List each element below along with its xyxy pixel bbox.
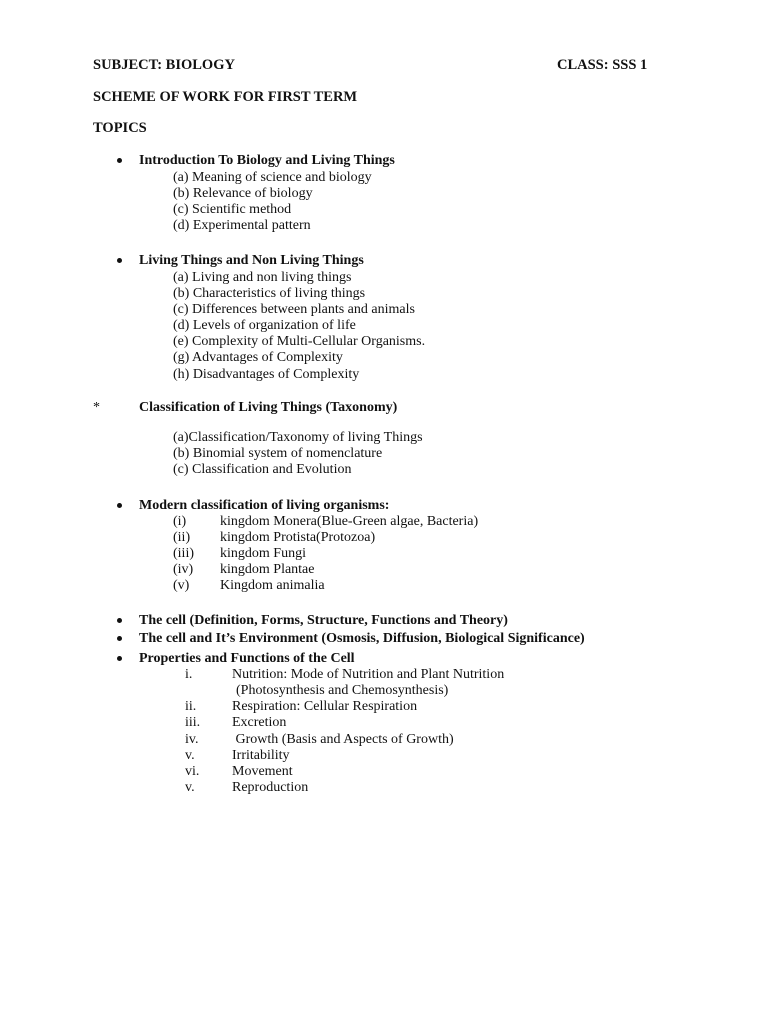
list-item-number: (ii): [173, 530, 191, 545]
list-item: kingdom Protista(Protozoa): [220, 530, 376, 545]
bullet-dot-icon: [117, 503, 122, 508]
list-item: (h) Disadvantages of Complexity: [173, 367, 360, 382]
list-item: Respiration: Cellular Respiration: [232, 699, 418, 714]
asterisk-marker: *: [93, 400, 100, 415]
list-item: Reproduction: [232, 780, 309, 795]
list-item-number: vi.: [185, 764, 200, 779]
list-item: (b) Binomial system of nomenclature: [173, 446, 383, 461]
bullet-dot-icon: [117, 618, 122, 623]
list-item: (a)Classification/Taxonomy of living Things: [173, 430, 423, 445]
bullet-dot-icon: [117, 158, 122, 163]
section-title-living: Living Things and Non Living Things: [139, 253, 364, 268]
list-item: kingdom Plantae: [220, 562, 315, 577]
list-item-continuation: (Photosynthesis and Chemosynthesis): [236, 683, 449, 698]
list-item-number: (v): [173, 578, 190, 593]
list-item: Kingdom animalia: [220, 578, 325, 593]
list-item: (c) Classification and Evolution: [173, 462, 352, 477]
list-item-number: iv.: [185, 732, 199, 747]
class-heading: CLASS: SSS 1: [557, 57, 648, 73]
list-item-number: v.: [185, 780, 195, 795]
list-item-number: iii.: [185, 715, 201, 730]
section-title-cell: The cell (Definition, Forms, Structure, Functions and Theory): [139, 613, 508, 628]
list-item: Nutrition: Mode of Nutrition and Plant Nutrition: [232, 667, 505, 682]
list-item: Irritability: [232, 748, 290, 763]
list-item: (c) Scientific method: [173, 202, 292, 217]
section-title-classification: Classification of Living Things (Taxonomy): [139, 400, 398, 415]
list-item-number: (i): [173, 514, 187, 529]
list-item: kingdom Fungi: [220, 546, 306, 561]
list-item: (c) Differences between plants and animals: [173, 302, 415, 317]
topics-heading: TOPICS: [93, 120, 147, 136]
bullet-dot-icon: [117, 258, 122, 263]
list-item: Movement: [232, 764, 293, 779]
section-title-cell-environment: The cell and It’s Environment (Osmosis, Diffusion, Biological Significance): [139, 631, 585, 646]
list-item: (a) Living and non living things: [173, 270, 352, 285]
list-item-number: i.: [185, 667, 193, 682]
section-title-modern: Modern classification of living organisms:: [139, 498, 390, 513]
subject-heading: SUBJECT: BIOLOGY: [93, 57, 235, 73]
list-item: (a) Meaning of science and biology: [173, 170, 372, 185]
section-title-properties: Properties and Functions of the Cell: [139, 651, 355, 666]
list-item: (b) Characteristics of living things: [173, 286, 366, 301]
list-item: (d) Experimental pattern: [173, 218, 311, 233]
list-item-number: (iii): [173, 546, 194, 561]
list-item-number: (iv): [173, 562, 194, 577]
list-item-number: v.: [185, 748, 195, 763]
bullet-dot-icon: [117, 636, 122, 641]
section-title-intro: Introduction To Biology and Living Things: [139, 153, 395, 168]
list-item-number: ii.: [185, 699, 197, 714]
list-item: (b) Relevance of biology: [173, 186, 313, 201]
list-item: (g) Advantages of Complexity: [173, 350, 343, 365]
list-item: (e) Complexity of Multi-Cellular Organisms.: [173, 334, 426, 349]
bullet-dot-icon: [117, 656, 122, 661]
list-item: Excretion: [232, 715, 287, 730]
list-item: (d) Levels of organization of life: [173, 318, 356, 333]
scheme-heading: SCHEME OF WORK FOR FIRST TERM: [93, 89, 358, 105]
list-item: Growth (Basis and Aspects of Growth): [232, 732, 454, 747]
list-item: kingdom Monera(Blue-Green algae, Bacteria): [220, 514, 479, 529]
